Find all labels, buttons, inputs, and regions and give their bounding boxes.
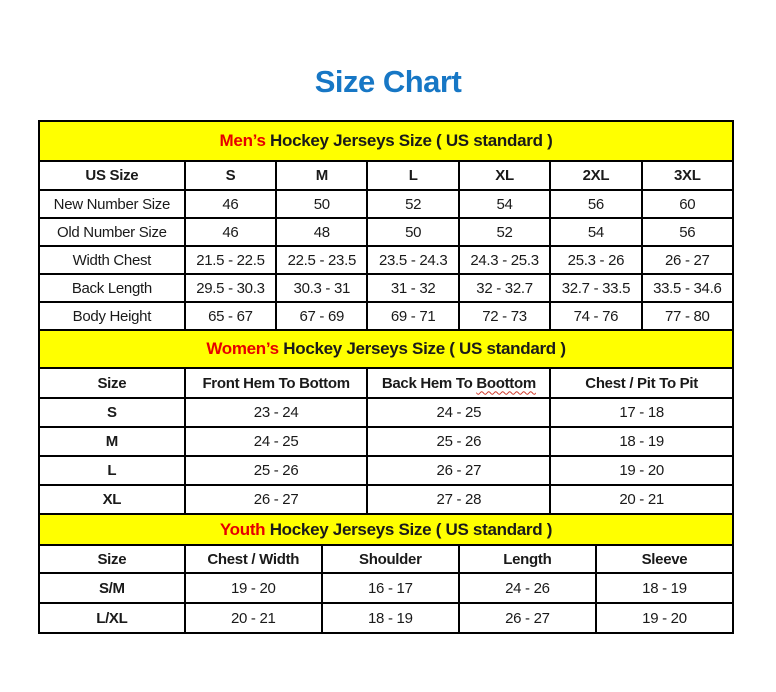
- size-value-cell: 50: [276, 190, 367, 218]
- size-value-cell: 46: [185, 190, 276, 218]
- header-cell: Front Hem To Bottom: [185, 368, 368, 398]
- table-row: [39, 246, 733, 274]
- mens-size-table: [38, 120, 734, 331]
- mens-band-text: Hockey Jerseys Size ( US standard ): [265, 131, 553, 150]
- size-value-cell: 16 - 17: [322, 573, 459, 603]
- size-value-cell: 21.5 - 22.5: [185, 246, 276, 274]
- youth-band-highlight: Youth: [219, 519, 266, 539]
- header-cell: 3XL: [642, 161, 733, 190]
- size-value-cell: 18 - 19: [322, 603, 459, 633]
- size-value-cell: 48: [276, 218, 367, 246]
- header-cell: [367, 368, 550, 398]
- mens-band-highlight: Men’s: [219, 131, 266, 150]
- size-value-cell: 56: [642, 218, 733, 246]
- youth-size-table: [38, 513, 734, 634]
- size-value-cell: 17 - 18: [550, 398, 733, 427]
- size-value-cell: 26 - 27: [185, 485, 368, 514]
- mens-column-header-row: [39, 161, 733, 190]
- size-value-cell: 23 - 24: [185, 398, 368, 427]
- row-label: Old Number Size: [39, 218, 185, 246]
- size-value-cell: 52: [459, 218, 550, 246]
- row-label: M: [39, 427, 185, 456]
- size-value-cell: 32 - 32.7: [459, 274, 550, 302]
- size-value-cell: 18 - 19: [596, 573, 733, 603]
- size-value-cell: 19 - 20: [596, 603, 733, 633]
- size-value-cell: 24 - 25: [367, 398, 550, 427]
- size-value-cell: 20 - 21: [185, 603, 322, 633]
- size-value-cell: 74 - 76: [550, 302, 641, 330]
- size-value-cell: 18 - 19: [550, 427, 733, 456]
- header-cell: Sleeve: [596, 545, 733, 573]
- table-row: [39, 456, 733, 485]
- row-label: L: [39, 456, 185, 485]
- header-cell: L: [367, 161, 458, 190]
- womens-size-table: [38, 329, 734, 515]
- size-value-cell: 60: [642, 190, 733, 218]
- youth-band-text: Hockey Jerseys Size ( US standard ): [265, 519, 553, 539]
- row-label: Body Height: [39, 302, 185, 330]
- size-value-cell: 77 - 80: [642, 302, 733, 330]
- size-value-cell: 24 - 25: [185, 427, 368, 456]
- header-cell: US Size: [39, 161, 185, 190]
- size-value-cell: 33.5 - 34.6: [642, 274, 733, 302]
- row-label: Width Chest: [39, 246, 185, 274]
- header-cell: 2XL: [550, 161, 641, 190]
- size-value-cell: 24.3 - 25.3: [459, 246, 550, 274]
- header-cell: XL: [459, 161, 550, 190]
- mens-section-header: [39, 121, 733, 161]
- header-cell: S: [185, 161, 276, 190]
- header-cell: M: [276, 161, 367, 190]
- row-label: XL: [39, 485, 185, 514]
- size-value-cell: 72 - 73: [459, 302, 550, 330]
- size-value-cell: 29.5 - 30.3: [185, 274, 276, 302]
- size-value-cell: 26 - 27: [459, 603, 596, 633]
- womens-band-highlight: Women’s: [206, 339, 279, 358]
- header-text: Back Hem To: [381, 374, 477, 392]
- size-value-cell: 46: [185, 218, 276, 246]
- size-value-cell: 69 - 71: [367, 302, 458, 330]
- mens-band-row: [39, 121, 733, 161]
- size-value-cell: 24 - 26: [459, 573, 596, 603]
- table-row: [39, 485, 733, 514]
- table-row: [39, 603, 733, 633]
- table-row: [39, 427, 733, 456]
- womens-band-text: Hockey Jerseys Size ( US standard ): [278, 339, 566, 358]
- size-value-cell: 54: [550, 218, 641, 246]
- table-row: [39, 190, 733, 218]
- header-cell: Length: [459, 545, 596, 573]
- table-row: [39, 302, 733, 330]
- size-value-cell: 56: [550, 190, 641, 218]
- size-value-cell: 50: [367, 218, 458, 246]
- size-value-cell: 65 - 67: [185, 302, 276, 330]
- header-cell: Size: [39, 545, 185, 573]
- size-value-cell: 67 - 69: [276, 302, 367, 330]
- size-value-cell: 27 - 28: [367, 485, 550, 514]
- size-value-cell: 26 - 27: [642, 246, 733, 274]
- size-value-cell: 30.3 - 31: [276, 274, 367, 302]
- size-value-cell: 25 - 26: [367, 427, 550, 456]
- header-cell: Size: [39, 368, 185, 398]
- size-value-cell: 26 - 27: [367, 456, 550, 485]
- size-value-cell: 52: [367, 190, 458, 218]
- table-row: [39, 218, 733, 246]
- youth-band-row: [39, 514, 733, 545]
- table-row: [39, 398, 733, 427]
- table-row: [39, 573, 733, 603]
- womens-column-header-row: [39, 368, 733, 398]
- size-value-cell: 20 - 21: [550, 485, 733, 514]
- size-value-cell: 19 - 20: [185, 573, 322, 603]
- row-label: S/M: [39, 573, 185, 603]
- youth-section-header: [39, 514, 733, 545]
- header-cell: Shoulder: [322, 545, 459, 573]
- size-tables-container: [38, 120, 734, 634]
- row-label: S: [39, 398, 185, 427]
- youth-column-header-row: [39, 545, 733, 573]
- row-label: New Number Size: [39, 190, 185, 218]
- row-label: L/XL: [39, 603, 185, 633]
- size-value-cell: 31 - 32: [367, 274, 458, 302]
- header-cell: Chest / Width: [185, 545, 322, 573]
- table-row: [39, 274, 733, 302]
- misspelled-word: Boottom: [476, 374, 536, 392]
- womens-section-header: [39, 330, 733, 368]
- womens-band-row: [39, 330, 733, 368]
- page-title: Size Chart: [314, 64, 462, 99]
- size-value-cell: 32.7 - 33.5: [550, 274, 641, 302]
- size-value-cell: 54: [459, 190, 550, 218]
- size-value-cell: 25 - 26: [185, 456, 368, 485]
- size-value-cell: 23.5 - 24.3: [367, 246, 458, 274]
- size-value-cell: 25.3 - 26: [550, 246, 641, 274]
- header-cell: Chest / Pit To Pit: [550, 368, 733, 398]
- size-value-cell: 19 - 20: [550, 456, 733, 485]
- row-label: Back Length: [39, 274, 185, 302]
- size-value-cell: 22.5 - 23.5: [276, 246, 367, 274]
